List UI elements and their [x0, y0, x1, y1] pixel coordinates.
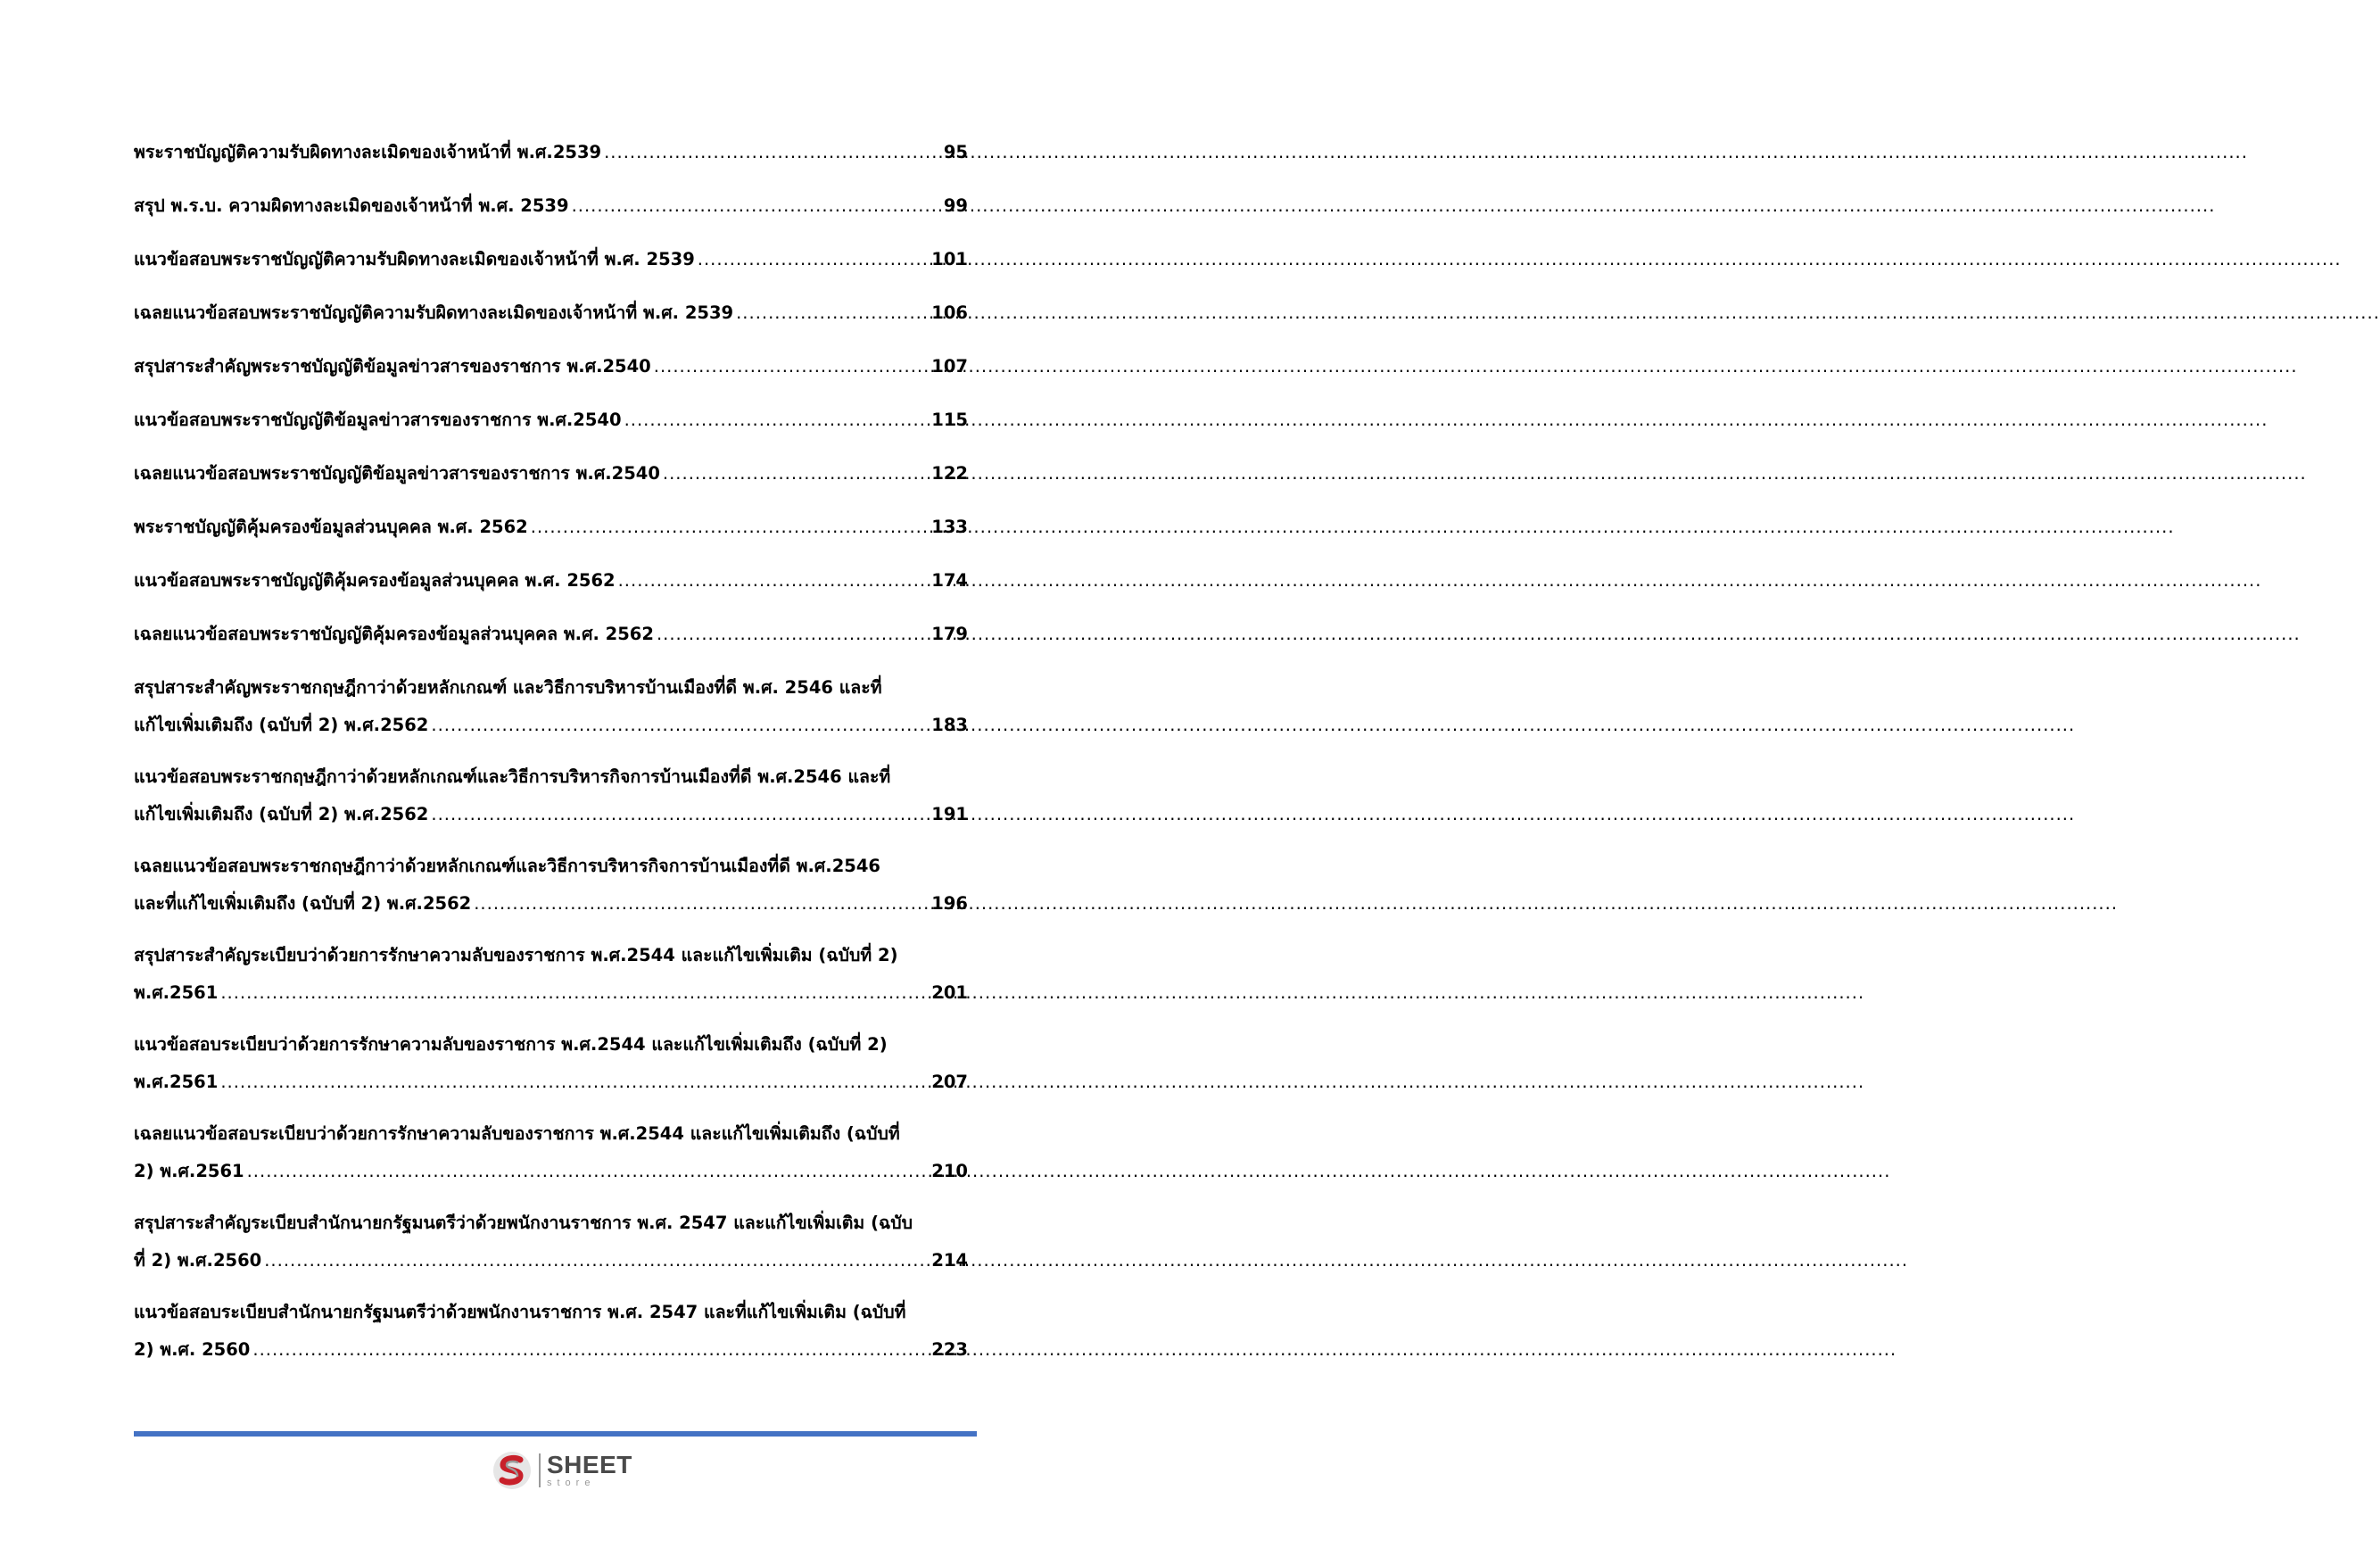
dot-leader [572, 187, 940, 225]
toc-entry[interactable] [134, 669, 968, 744]
toc-entry-title: และที่แก้ไขเพิ่มเติมถึง (ฉบับที่ 2) พ.ศ.2562 [134, 893, 472, 914]
footer-rule [134, 1431, 977, 1437]
toc-entry[interactable] [134, 294, 968, 332]
toc-entry[interactable] [134, 134, 968, 171]
toc-entry[interactable] [134, 187, 968, 225]
dot-leader [474, 885, 928, 923]
toc-entry-title: แนวข้อสอบพระราชบัญญัติคุ้มครองข้อมูลส่วนบุคคล พ.ศ. 2562 [134, 570, 616, 591]
table-of-contents [134, 134, 968, 1383]
toc-entry-line [134, 885, 968, 923]
toc-page-number: 95 [943, 142, 968, 162]
toc-entry[interactable] [134, 509, 968, 546]
logo-subtitle: store [547, 1478, 596, 1488]
logo-divider [539, 1453, 541, 1487]
toc-page-number: 107 [931, 356, 968, 377]
toc-entry[interactable] [134, 937, 968, 1012]
toc-page-number: 106 [931, 302, 968, 323]
dot-leader [220, 1064, 928, 1101]
dot-leader [431, 796, 928, 833]
dot-leader [736, 294, 928, 332]
toc-entry-title: พระราชบัญญัติความรับผิดทางละเมิดของเจ้าหน้าที่ พ.ศ.2539 [134, 142, 602, 162]
toc-entry-title-line: เฉลยแนวข้อสอบระเบียบว่าด้วยการรักษาความลับของราชการ พ.ศ.2544 และแก้ไขเพิ่มเติมถึง (ฉบับที่ [134, 1123, 900, 1144]
dot-leader [220, 974, 928, 1012]
toc-page-number: 196 [931, 893, 968, 914]
toc-entry-title: เฉลยแนวข้อสอบพระราชบัญญัติคุ้มครองข้อมูลส่วนบุคคล พ.ศ. 2562 [134, 624, 654, 644]
toc-entry-title-line: สรุปสาระสำคัญระเบียบว่าด้วยการรักษาความลับของราชการ พ.ศ.2544 และแก้ไขเพิ่มเติม (ฉบับที่ 2) [134, 945, 898, 965]
toc-entry[interactable] [134, 848, 968, 923]
toc-entry-line [134, 402, 968, 439]
toc-entry-title-line: แนวข้อสอบระเบียบว่าด้วยการรักษาความลับของราชการ พ.ศ.2544 และแก้ไขเพิ่มเติมถึง (ฉบับที่ 2) [134, 1034, 888, 1055]
toc-entry-title: สรุป พ.ร.บ. ความผิดทางละเมิดของเจ้าหน้าที่ พ.ศ. 2539 [134, 195, 569, 216]
toc-entry[interactable] [134, 348, 968, 385]
toc-page-number: 133 [931, 517, 968, 537]
dot-leader [264, 1242, 928, 1279]
toc-entry-line [134, 294, 968, 332]
dot-leader [698, 241, 929, 278]
toc-entry-title: 2) พ.ศ. 2560 [134, 1339, 251, 1360]
toc-entry-line [134, 1242, 968, 1279]
toc-entry-title: พ.ศ.2561 [134, 982, 219, 1003]
toc-entry[interactable] [134, 1026, 968, 1101]
toc-page-number: 115 [931, 410, 968, 430]
toc-page-number: 223 [931, 1339, 968, 1360]
toc-page-number: 99 [943, 195, 968, 216]
toc-entry-line [134, 616, 968, 653]
toc-page-number: 174 [931, 570, 968, 591]
toc-entry[interactable] [134, 1294, 968, 1369]
toc-entry-title-line: แนวข้อสอบพระราชกฤษฎีกาว่าด้วยหลักเกณฑ์และวิธีการบริหารกิจการบ้านเมืองที่ดี พ.ศ.2546 และที่ [134, 766, 891, 787]
toc-entry-title-line: สรุปสาระสำคัญพระราชกฤษฎีกาว่าด้วยหลักเกณฑ์ และวิธีการบริหารบ้านเมืองที่ดี พ.ศ. 2546 และที่ [134, 677, 882, 698]
toc-entry-line [134, 241, 968, 278]
toc-entry-line [134, 348, 968, 385]
toc-entry-line [134, 562, 968, 600]
dot-leader [604, 134, 940, 171]
toc-entry-line [134, 509, 968, 546]
toc-entry-line [134, 187, 968, 225]
toc-entry[interactable] [134, 402, 968, 439]
toc-entry-title: สรุปสาระสำคัญพระราชบัญญัติข้อมูลข่าวสารของราชการ พ.ศ.2540 [134, 356, 651, 377]
toc-page-number: 122 [931, 463, 968, 484]
dot-leader [618, 562, 929, 600]
toc-entry[interactable] [134, 455, 968, 493]
toc-entry-line [134, 1331, 968, 1369]
toc-entry-title: 2) พ.ศ.2561 [134, 1161, 244, 1181]
toc-entry[interactable] [134, 1205, 968, 1279]
toc-entry[interactable] [134, 1115, 968, 1190]
toc-entry-line [134, 974, 968, 1012]
toc-page-number: 210 [931, 1161, 968, 1181]
toc-entry-title: ที่ 2) พ.ศ.2560 [134, 1250, 262, 1271]
toc-page-number: 101 [931, 249, 968, 269]
toc-page-number: 214 [931, 1250, 968, 1271]
toc-entry-line [134, 1153, 968, 1190]
toc-entry-title-line: แนวข้อสอบระเบียบสำนักนายกรัฐมนตรีว่าด้วยพนักงานราชการ พ.ศ. 2547 และที่แก้ไขเพิ่มเติม (ฉบับที่ [134, 1302, 906, 1322]
toc-entry-line [134, 796, 968, 833]
toc-entry-line [134, 1064, 968, 1101]
dot-leader [431, 707, 928, 744]
toc-page-number: 191 [931, 804, 968, 824]
toc-entry[interactable] [134, 616, 968, 653]
sheet-store-logo-icon [491, 1449, 533, 1492]
dot-leader [663, 455, 928, 493]
logo-text [547, 1453, 632, 1488]
toc-entry-title: เฉลยแนวข้อสอบพระราชบัญญัติข้อมูลข่าวสารของราชการ พ.ศ.2540 [134, 463, 660, 484]
toc-entry-line [134, 134, 968, 171]
toc-entry-line [134, 455, 968, 493]
dot-leader [624, 402, 929, 439]
toc-page-number: 183 [931, 715, 968, 735]
toc-entry-title: แก้ไขเพิ่มเติมถึง (ฉบับที่ 2) พ.ศ.2562 [134, 715, 429, 735]
toc-entry-title: แนวข้อสอบพระราชบัญญัติความรับผิดทางละเมิดของเจ้าหน้าที่ พ.ศ. 2539 [134, 249, 695, 269]
toc-entry-title: พระราชบัญญัติคุ้มครองข้อมูลส่วนบุคคล พ.ศ. 2562 [134, 517, 528, 537]
dot-leader [654, 348, 929, 385]
toc-entry-line [134, 707, 968, 744]
dot-leader [531, 509, 929, 546]
dot-leader [252, 1331, 928, 1369]
toc-page-number: 201 [931, 982, 968, 1003]
toc-entry-title: เฉลยแนวข้อสอบพระราชบัญญัติความรับผิดทางละเมิดของเจ้าหน้าที่ พ.ศ. 2539 [134, 302, 734, 323]
toc-entry-title: แนวข้อสอบพระราชบัญญัติข้อมูลข่าวสารของราชการ พ.ศ.2540 [134, 410, 622, 430]
toc-entry-title-line: สรุปสาระสำคัญระเบียบสำนักนายกรัฐมนตรีว่าด้วยพนักงานราชการ พ.ศ. 2547 และแก้ไขเพิ่มเติม (ฉบับ [134, 1213, 913, 1233]
dot-leader [247, 1153, 929, 1190]
toc-entry[interactable] [134, 562, 968, 600]
dot-leader [657, 616, 928, 653]
toc-entry[interactable] [134, 241, 968, 278]
toc-entry-title-line: เฉลยแนวข้อสอบพระราชกฤษฎีกาว่าด้วยหลักเกณฑ์และวิธีการบริหารกิจการบ้านเมืองที่ดี พ.ศ.2546 [134, 856, 880, 876]
sheet-store-logo [491, 1445, 642, 1495]
toc-entry[interactable] [134, 758, 968, 833]
toc-page-number: 207 [931, 1072, 968, 1092]
toc-entry-title: พ.ศ.2561 [134, 1072, 219, 1092]
logo-word: SHEET [547, 1451, 632, 1478]
toc-entry-title: แก้ไขเพิ่มเติมถึง (ฉบับที่ 2) พ.ศ.2562 [134, 804, 429, 824]
toc-page-number: 179 [931, 624, 968, 644]
